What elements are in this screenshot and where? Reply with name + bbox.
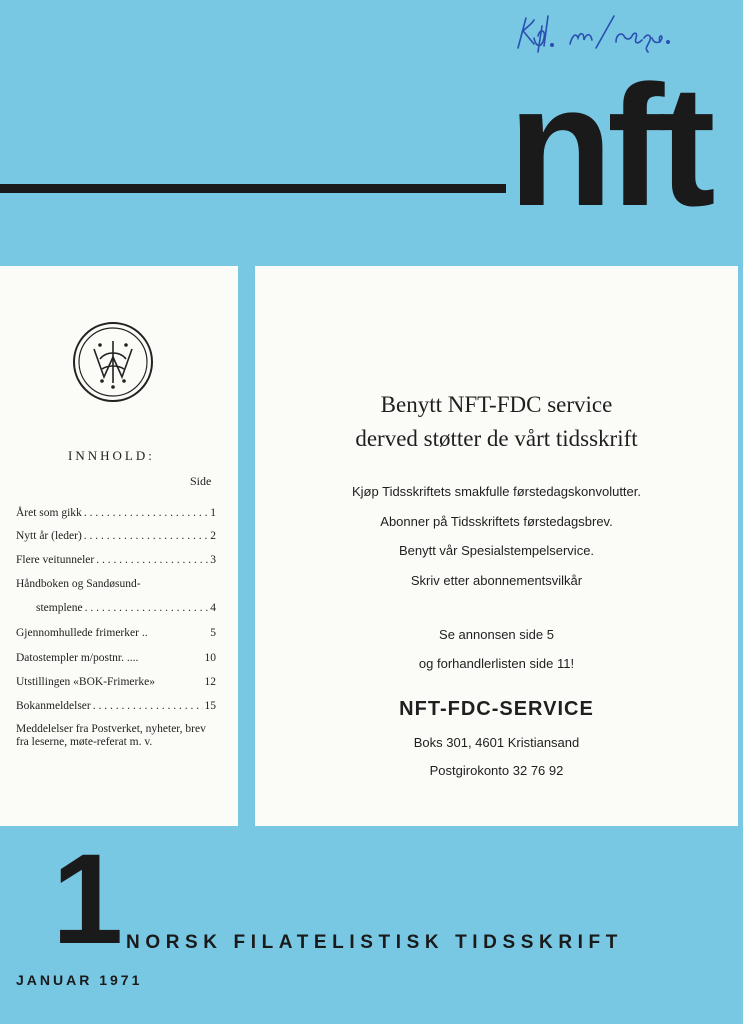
contents-item-page: 1 xyxy=(210,507,216,519)
contents-item xyxy=(36,602,216,614)
contents-item xyxy=(16,652,216,664)
contents-heading: INNHOLD: xyxy=(68,448,155,463)
contents-closing-note: Meddelelser fra Postverket, nyheter, brev fra leserne, møte-referat m. v. xyxy=(16,723,206,748)
ad-line: Benytt vår Spesialstempelservice. xyxy=(398,543,595,558)
contents-item xyxy=(16,530,216,542)
contents-item xyxy=(16,700,216,712)
contents-item-title: Håndboken og Sandøsund- xyxy=(16,578,141,590)
contents-item xyxy=(16,554,216,566)
issue-date: JANUAR 1971 xyxy=(16,972,143,988)
contents-item-title: Året som gikk xyxy=(16,507,82,519)
contents-page-label: Side xyxy=(190,474,212,488)
contents-item xyxy=(16,507,216,519)
contents-item-title: Gjennomhullede frimerker .. xyxy=(16,627,148,639)
contents-item-title: Flere veitunneler xyxy=(16,554,95,566)
contents-item xyxy=(16,627,216,639)
contents-item-page: 3 xyxy=(210,554,216,566)
contents-item-page: 2 xyxy=(210,530,216,542)
contents-item-title: Datostempler m/postnr. .... xyxy=(16,652,139,664)
service-address: Boks 301, 4601 Kristiansand xyxy=(413,735,580,750)
service-giro: Postgirokonto 32 76 92 xyxy=(429,763,564,778)
contents-item-page: 10 xyxy=(204,652,216,664)
society-emblem-icon xyxy=(72,321,154,403)
issue-number: 1 xyxy=(52,828,124,971)
ad-headline-2: derved støtter de vårt tidsskrift xyxy=(355,426,638,451)
publication-title: NORSK FILATELISTISK TIDSSKRIFT xyxy=(126,932,623,953)
ad-line: Abonner på Tidsskriftets førstedagsbrev. xyxy=(380,514,613,529)
contents-item-page: 12 xyxy=(204,676,216,688)
contents-item-page: 15 xyxy=(204,700,216,712)
contents-item xyxy=(16,676,216,688)
handwritten-annotation xyxy=(512,8,682,54)
contents-item-title: stemplene xyxy=(36,602,83,614)
contents-item-title: Nytt år (leder) xyxy=(16,530,82,542)
contents-item-page: 4 xyxy=(210,602,216,614)
nft-logo: nft xyxy=(508,50,710,242)
contents-item-title: Utstillingen «BOK-Frimerke» xyxy=(16,676,155,688)
contents-item-page: 5 xyxy=(210,627,216,639)
contents-item-title: Bokanmeldelser xyxy=(16,700,91,712)
ad-line: Kjøp Tidsskriftets smakfulle førstedagskonvolutter. xyxy=(352,484,641,499)
header-rule xyxy=(0,184,506,193)
ad-reference: Se annonsen side 5 xyxy=(439,627,554,642)
ad-headline-1: Benytt NFT-FDC service xyxy=(380,392,613,417)
ad-line: Skriv etter abonnementsvilkår xyxy=(410,573,583,588)
service-name: NFT-FDC-SERVICE xyxy=(399,698,594,720)
ad-reference: og forhandlerlisten side 11! xyxy=(418,656,575,671)
